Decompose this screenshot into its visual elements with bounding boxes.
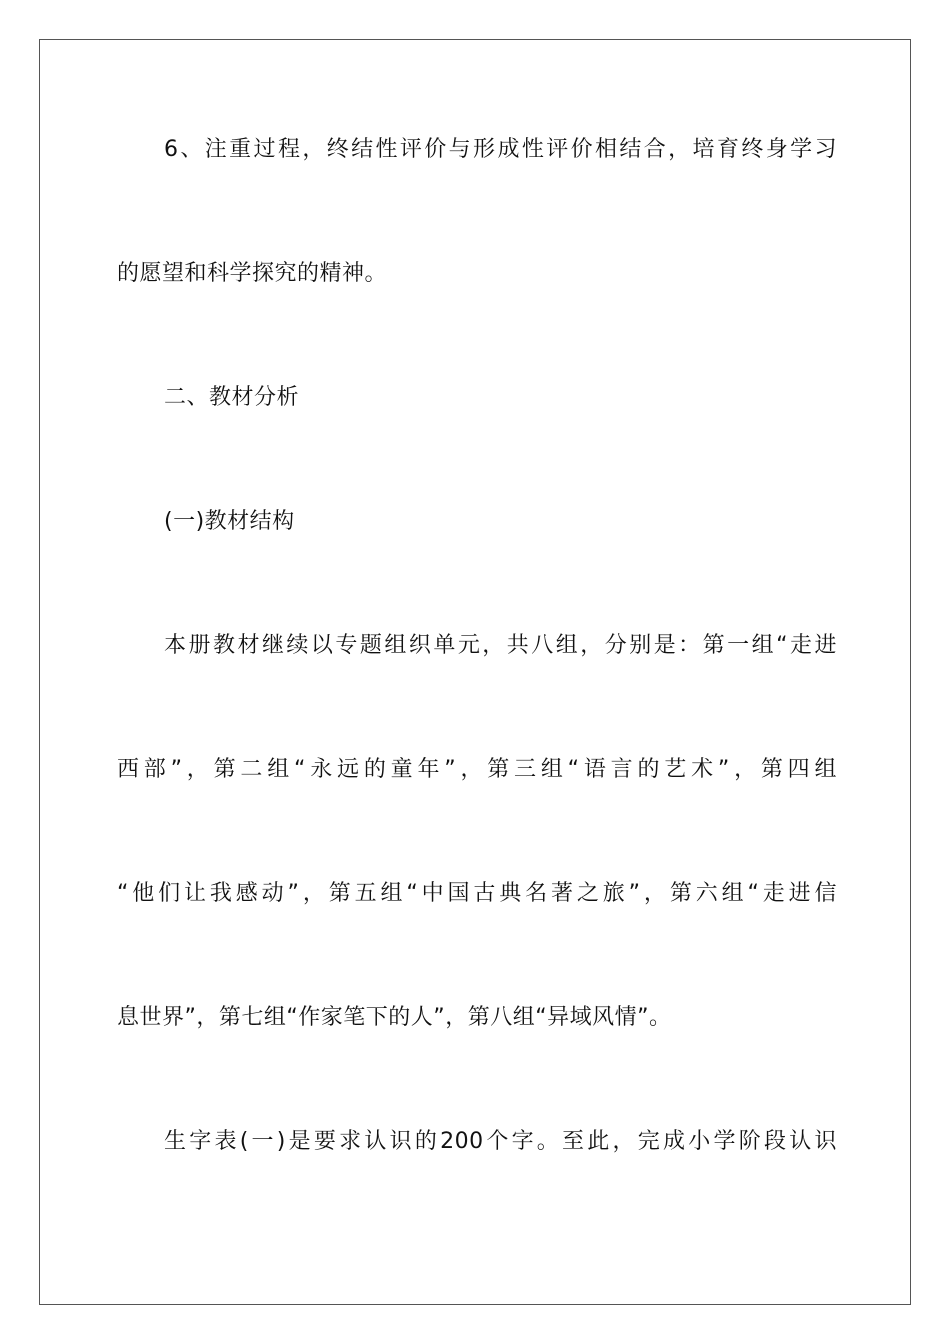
text-line-9: 生字表(一)是要求认识的200个字。至此，完成小学阶段认识 xyxy=(164,1129,837,1154)
text-line-2: 的愿望和科学探究的精神。 xyxy=(117,261,388,286)
section-heading: 二、教材分析 xyxy=(164,385,300,410)
text-line-1: 6、注重过程，终结性评价与形成性评价相结合，培育终身学习 xyxy=(164,137,837,162)
text-line-8: 息世界”，第七组“作家笔下的人”，第八组“异域风情”。 xyxy=(117,1005,672,1030)
page-frame xyxy=(39,39,911,1305)
text-line-7: “他们让我感动”，第五组“中国古典名著之旅”，第六组“走进信 xyxy=(117,881,837,906)
text-line-6: 西部”，第二组“永远的童年”，第三组“语言的艺术”，第四组 xyxy=(117,757,837,782)
text-line-5: 本册教材继续以专题组织单元，共八组，分别是：第一组“走进 xyxy=(164,633,837,658)
subsection-heading: (一)教材结构 xyxy=(164,509,295,534)
